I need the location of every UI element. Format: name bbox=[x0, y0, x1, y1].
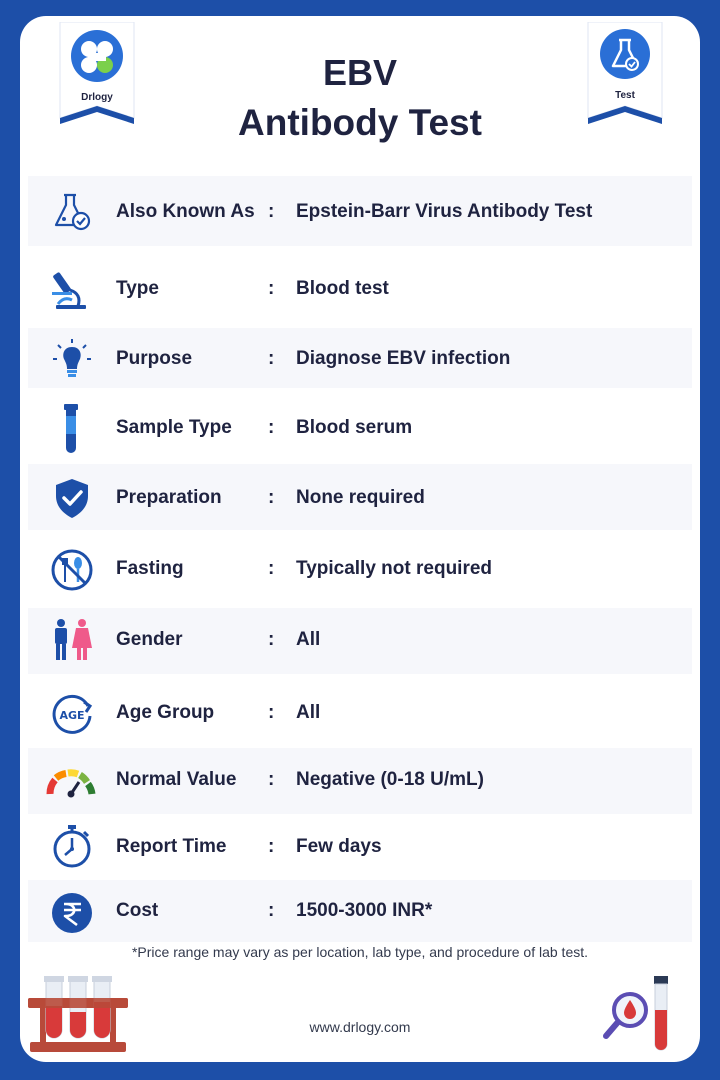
row-value: All bbox=[296, 629, 321, 650]
test-badge-label: Test bbox=[615, 90, 635, 101]
test-tube-icon bbox=[50, 402, 94, 458]
flask-badge-icon bbox=[586, 22, 664, 136]
row-separator: : bbox=[268, 487, 275, 508]
row-separator: : bbox=[268, 278, 275, 299]
row-separator: : bbox=[268, 629, 275, 650]
row-value: Negative (0-18 U/mL) bbox=[296, 769, 484, 790]
row-value: Epstein-Barr Virus Antibody Test bbox=[296, 201, 593, 222]
row-separator: : bbox=[268, 900, 275, 921]
row-purpose bbox=[28, 328, 692, 388]
row-fasting bbox=[28, 536, 692, 602]
row-separator: : bbox=[268, 558, 275, 579]
test-badge bbox=[586, 22, 664, 136]
row-separator: : bbox=[268, 417, 275, 438]
row-label: Preparation bbox=[116, 487, 222, 508]
age-icon bbox=[50, 692, 94, 736]
drlogy-logo-icon bbox=[58, 22, 136, 136]
row-separator: : bbox=[268, 201, 275, 222]
microscope-icon bbox=[50, 268, 94, 312]
row-label: Report Time bbox=[116, 836, 227, 857]
row-value: Diagnose EBV infection bbox=[296, 348, 511, 369]
row-normal-value bbox=[28, 748, 692, 814]
row-label: Sample Type bbox=[116, 417, 232, 438]
row-also-known-as bbox=[28, 176, 692, 246]
row-separator: : bbox=[268, 836, 275, 857]
test-tube-rack-icon bbox=[28, 972, 128, 1054]
rupee-icon bbox=[50, 891, 94, 935]
row-label: Fasting bbox=[116, 558, 184, 579]
row-value: Typically not required bbox=[296, 558, 493, 579]
row-label: Purpose bbox=[116, 348, 193, 369]
row-report-time bbox=[28, 818, 692, 878]
page-title-line2: Antibody Test bbox=[238, 102, 482, 143]
info-card bbox=[20, 16, 700, 1062]
row-separator: : bbox=[268, 348, 275, 369]
row-label: Gender bbox=[116, 629, 183, 650]
drlogy-badge-label: Drlogy bbox=[81, 92, 113, 103]
row-sample-type bbox=[28, 396, 692, 458]
page-title-line1: EBV bbox=[322, 52, 398, 93]
shield-check-icon bbox=[50, 476, 94, 520]
row-value: Blood serum bbox=[296, 417, 413, 438]
price-note: *Price range may vary as per location, lab type, and procedure of lab test. bbox=[131, 944, 589, 960]
row-age-group bbox=[28, 682, 692, 746]
magnifier-blood-tube-icon bbox=[598, 974, 678, 1054]
row-value: All bbox=[296, 702, 321, 723]
website-link[interactable]: www.drlogy.com bbox=[309, 1019, 411, 1035]
male-female-icon bbox=[50, 618, 94, 662]
row-cost bbox=[28, 880, 692, 942]
row-value: Blood test bbox=[296, 278, 389, 299]
row-label: Normal Value bbox=[116, 769, 237, 790]
flask-check-icon bbox=[50, 189, 94, 233]
drlogy-badge bbox=[58, 22, 136, 136]
svg-text:AGE: AGE bbox=[59, 709, 85, 722]
row-value: 1500-3000 INR* bbox=[296, 900, 433, 921]
row-separator: : bbox=[268, 702, 275, 723]
row-type bbox=[28, 258, 692, 318]
row-value: None required bbox=[296, 487, 425, 508]
row-value: Few days bbox=[296, 836, 382, 857]
row-gender bbox=[28, 608, 692, 674]
row-label: Type bbox=[116, 278, 159, 299]
row-label: Also Known As bbox=[116, 201, 255, 222]
no-fork-spoon-icon bbox=[50, 548, 94, 592]
gauge-icon bbox=[46, 760, 96, 804]
row-label: Cost bbox=[116, 900, 159, 921]
row-preparation bbox=[28, 464, 692, 530]
lightbulb-icon bbox=[50, 337, 94, 381]
row-label: Age Group bbox=[116, 702, 215, 723]
row-separator: : bbox=[268, 769, 275, 790]
stopwatch-icon bbox=[50, 824, 94, 868]
